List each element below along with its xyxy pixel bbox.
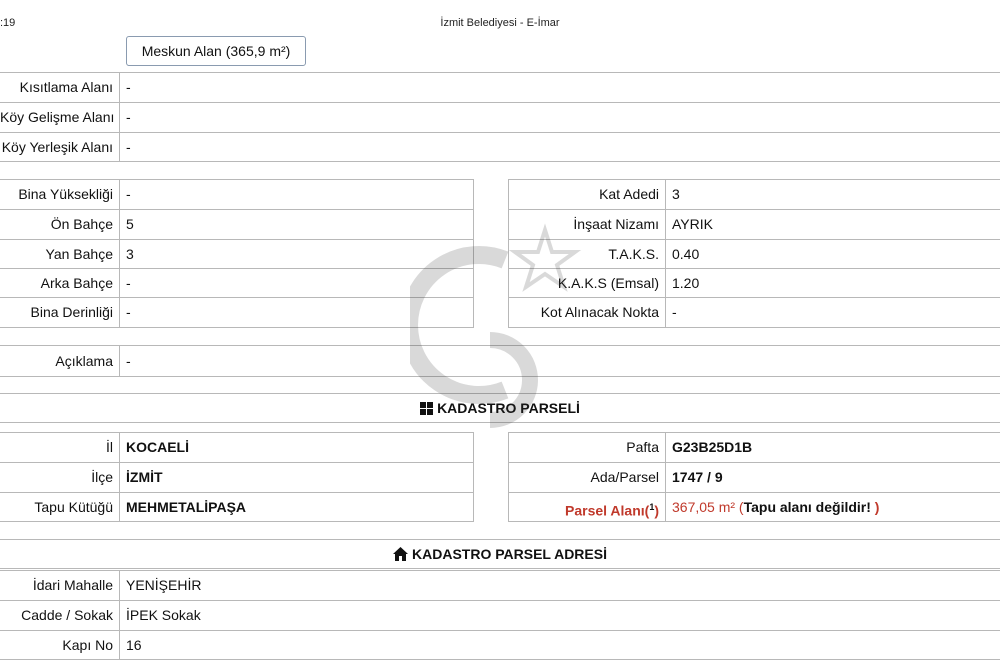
table-row xyxy=(0,72,1000,102)
table-row xyxy=(509,179,1000,209)
row-value: AYRIK xyxy=(672,216,713,232)
row-label: Pafta xyxy=(509,433,666,462)
row-label: Yan Bahçe xyxy=(0,240,120,269)
adres-title xyxy=(0,546,1000,562)
building-left-table xyxy=(0,179,474,328)
row-value: - xyxy=(126,186,131,202)
row-label: İdari Mahalle xyxy=(0,571,120,600)
row-label: Tapu Kütüğü xyxy=(0,493,120,522)
table-row xyxy=(0,630,1000,660)
row-value: 5 xyxy=(126,216,134,232)
watermark-logo xyxy=(410,220,590,440)
table-row xyxy=(0,600,1000,630)
page-header xyxy=(0,0,1000,28)
table-row xyxy=(0,432,474,462)
table-row xyxy=(0,462,474,492)
row-value: 0.40 xyxy=(672,246,700,262)
row-value: 1747 / 9 xyxy=(672,469,723,485)
row-value: - xyxy=(126,139,131,155)
kadastro-title-text: KADASTRO PARSELİ xyxy=(437,400,580,416)
row-label: Köy Gelişme Alanı xyxy=(0,103,120,132)
row-label: Kat Adedi xyxy=(509,180,666,209)
row-label: Kısıtlama Alanı xyxy=(0,73,120,102)
home-icon xyxy=(393,547,408,561)
aciklama-value: - xyxy=(126,353,131,369)
row-value: İZMİT xyxy=(126,469,163,485)
aciklama-label: Açıklama xyxy=(0,346,120,376)
table-row xyxy=(0,179,474,209)
parsel-alani-label: Parsel Alanı($^1$) xyxy=(509,493,666,522)
row-value: 16 xyxy=(126,637,142,653)
row-value: G23B25D1B xyxy=(672,439,753,455)
table-row xyxy=(0,132,1000,162)
parsel-alani-value: 367,05 m² (Tapu alanı değildir! ) xyxy=(672,499,880,515)
row-value: İPEK Sokak xyxy=(126,607,201,623)
table-row xyxy=(509,462,1000,492)
print-time: :19 xyxy=(0,17,16,29)
row-label: Bina Yüksekliği xyxy=(0,180,120,209)
table-row xyxy=(509,492,1000,522)
row-value: 3 xyxy=(126,246,134,262)
row-value: - xyxy=(126,275,131,291)
row-label: İl xyxy=(0,433,120,462)
kadastro-right-table xyxy=(508,432,1000,522)
row-label: T.A.K.S. xyxy=(509,240,666,269)
kadastro-left-table xyxy=(0,432,474,522)
row-value: - xyxy=(126,79,131,95)
row-value: 1.20 xyxy=(672,275,700,291)
tapu-note: Tapu alanı değildir! xyxy=(743,499,871,515)
row-value: 3 xyxy=(672,186,680,202)
table-row xyxy=(0,239,474,269)
row-label: Ön Bahçe xyxy=(0,210,120,239)
table-row xyxy=(0,209,474,239)
row-value: - xyxy=(126,304,131,320)
adres-table xyxy=(0,570,1000,665)
row-value: MEHMETALİPAŞA xyxy=(126,499,247,515)
row-label: Arka Bahçe xyxy=(0,269,120,298)
zone-chip[interactable]: Meskun Alan (365,9 m²) xyxy=(126,36,306,66)
row-label: Kapı No xyxy=(0,631,120,660)
table-row xyxy=(0,102,1000,132)
adres-title-text: KADASTRO PARSEL ADRESİ xyxy=(412,546,607,562)
row-label: Cadde / Sokak xyxy=(0,601,120,630)
row-label: İnşaat Nizamı xyxy=(509,210,666,239)
row-label: Bina Derinliği xyxy=(0,298,120,327)
row-value: - xyxy=(126,109,131,125)
row-value: YENİŞEHİR xyxy=(126,577,202,593)
page-title: İzmit Belediyesi - E-İmar xyxy=(440,17,560,29)
table-row xyxy=(0,492,474,522)
table-row xyxy=(0,268,474,298)
table-row xyxy=(0,570,1000,600)
row-label: İlçe xyxy=(0,463,120,492)
row-value: KOCAELİ xyxy=(126,439,189,455)
row-label: K.A.K.S (Emsal) xyxy=(509,269,666,298)
row-label: Köy Yerleşik Alanı xyxy=(0,133,120,162)
row-label: Kot Alınacak Nokta xyxy=(509,298,666,327)
row-label: Ada/Parsel xyxy=(509,463,666,492)
row-value: - xyxy=(672,304,677,320)
table-row xyxy=(0,297,474,327)
restriction-table xyxy=(0,72,1000,162)
